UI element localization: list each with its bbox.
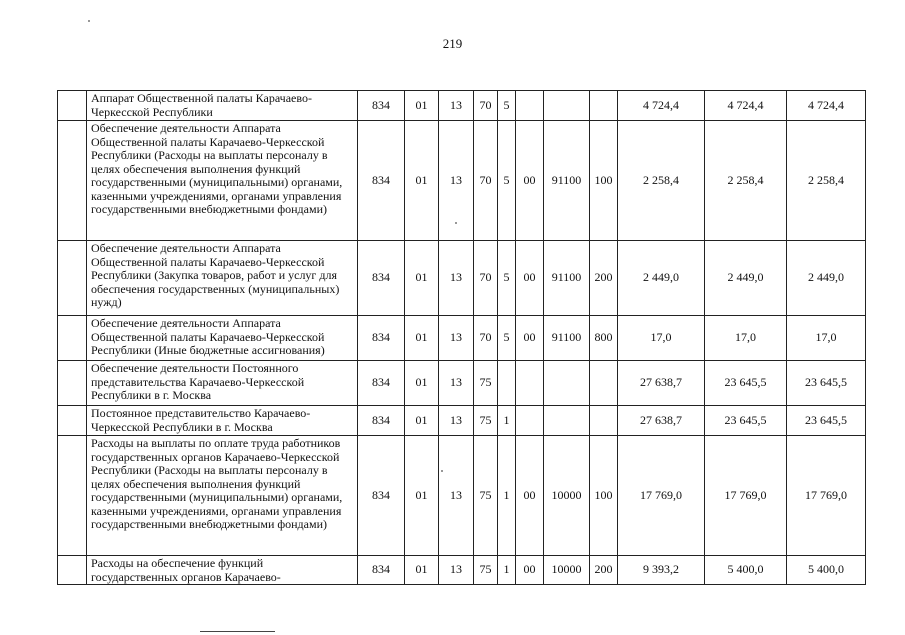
csr-program-cell: 75 [474,361,498,406]
vr-cell: 100 [590,436,618,556]
vr-cell: 800 [590,316,618,361]
csr-direction-cell [544,406,590,436]
vr-cell [590,91,618,121]
csr-program-cell: 75 [474,406,498,436]
amount-year2-cell: 4 724,4 [705,91,787,121]
amount-year3-cell: 23 645,5 [787,361,866,406]
amount-year2-cell: 2 258,4 [705,121,787,241]
amount-year2-cell: 2 449,0 [705,241,787,316]
csr-direction-cell: 91100 [544,241,590,316]
rz-cell: 01 [405,121,439,241]
row-marker-cell [58,436,87,556]
rz-cell: 01 [405,361,439,406]
row-name-cell: Аппарат Общественной палаты Карачаево-Черкесской Республики [87,91,358,121]
rz-cell: 01 [405,556,439,585]
row-name-cell: Расходы на выплаты по оплате труда работников государственных органов Карачаево-Черкесской Республики (Расходы на выплаты персоналу в целях обеспечения выполнения функций государственными (муниципальными) органами, казенными учреждениями, органами управления государственными внебюджетными фондами) [87,436,358,556]
amount-year1-cell: 2 449,0 [618,241,705,316]
csr-measure-cell: 00 [516,436,544,556]
pr-cell: 13 [439,406,474,436]
table-row [58,91,866,121]
ved-cell: 834 [358,316,405,361]
row-marker-cell [58,121,87,241]
csr-direction-cell: 91100 [544,316,590,361]
ved-cell: 834 [358,361,405,406]
pr-cell: 13 [439,91,474,121]
csr-direction-cell: 10000 [544,436,590,556]
ved-cell: 834 [358,121,405,241]
amount-year2-cell: 17,0 [705,316,787,361]
amount-year3-cell: 4 724,4 [787,91,866,121]
ved-cell: 834 [358,556,405,585]
ved-cell: 834 [358,406,405,436]
csr-measure-cell [516,406,544,436]
row-marker-cell [58,241,87,316]
ved-cell: 834 [358,436,405,556]
pr-cell: 13 [439,316,474,361]
csr-direction-cell: 91100 [544,121,590,241]
vr-cell: 200 [590,241,618,316]
csr-program-cell: 70 [474,241,498,316]
amount-year1-cell: 17 769,0 [618,436,705,556]
csr-subprogram-cell: 5 [498,121,516,241]
csr-subprogram-cell [498,361,516,406]
amount-year1-cell: 9 393,2 [618,556,705,585]
amount-year1-cell: 27 638,7 [618,406,705,436]
ved-cell: 834 [358,241,405,316]
csr-direction-cell [544,361,590,406]
rz-cell: 01 [405,436,439,556]
ved-cell: 834 [358,91,405,121]
amount-year2-cell: 23 645,5 [705,361,787,406]
amount-year1-cell: 4 724,4 [618,91,705,121]
row-marker-cell [58,361,87,406]
row-name-cell: Обеспечение деятельности Постоянного представительства Карачаево-Черкесской Республики в г. Москва [87,361,358,406]
csr-direction-cell [544,91,590,121]
vr-cell [590,406,618,436]
amount-year2-cell: 17 769,0 [705,436,787,556]
table-row [58,361,866,406]
amount-year3-cell: 2 449,0 [787,241,866,316]
row-marker-cell [58,556,87,585]
row-name-cell: Расходы на обеспечение функций государственных органов Карачаево- [87,556,358,585]
pr-cell: 13 [439,436,474,556]
csr-program-cell: 70 [474,121,498,241]
row-marker-cell [58,316,87,361]
row-name-cell: Обеспечение деятельности Аппарата Общественной палаты Карачаево-Черкесской Республики (Закупка товаров, работ и услуг для обеспечения государственных (муниципальных) нужд) [87,241,358,316]
budget-table [57,90,866,585]
csr-measure-cell: 00 [516,316,544,361]
pr-cell: 13 [439,121,474,241]
csr-direction-cell: 10000 [544,556,590,585]
table-row [58,316,866,361]
vr-cell: 100 [590,121,618,241]
row-name-cell: Обеспечение деятельности Аппарата Общественной палаты Карачаево-Черкесской Республики (Иные бюджетные ассигнования) [87,316,358,361]
scan-speck [455,222,457,224]
amount-year3-cell: 2 258,4 [787,121,866,241]
csr-subprogram-cell: 1 [498,436,516,556]
csr-program-cell: 70 [474,91,498,121]
rz-cell: 01 [405,316,439,361]
amount-year3-cell: 17 769,0 [787,436,866,556]
csr-subprogram-cell: 1 [498,406,516,436]
amount-year1-cell: 2 258,4 [618,121,705,241]
table-row [58,556,866,585]
row-marker-cell [58,406,87,436]
page-number: 219 [442,36,463,51]
amount-year3-cell: 23 645,5 [787,406,866,436]
csr-measure-cell: 00 [516,241,544,316]
pr-cell: 13 [439,241,474,316]
footer-rule [200,631,275,632]
row-name-cell: Обеспечение деятельности Аппарата Общественной палаты Карачаево-Черкесской Республики (Расходы на выплаты персоналу в целях обеспечения выполнения функций государственными (муниципальными) органами, казенными учреждениями, органами управления государственными внебюджетными фондами) [87,121,358,241]
rz-cell: 01 [405,91,439,121]
csr-measure-cell [516,91,544,121]
pr-cell: 13 [439,361,474,406]
csr-measure-cell [516,361,544,406]
table-row [58,406,866,436]
csr-program-cell: 75 [474,436,498,556]
row-name-cell: Постоянное представительство Карачаево-Черкесской Республики в г. Москва [87,406,358,436]
scan-speck [88,20,90,22]
amount-year3-cell: 5 400,0 [787,556,866,585]
table-row [58,121,866,241]
csr-subprogram-cell: 5 [498,91,516,121]
csr-measure-cell: 00 [516,121,544,241]
table-row [58,436,866,556]
table-row [58,241,866,316]
scan-speck [441,470,443,472]
csr-measure-cell: 00 [516,556,544,585]
amount-year1-cell: 17,0 [618,316,705,361]
vr-cell [590,361,618,406]
amount-year1-cell: 27 638,7 [618,361,705,406]
csr-program-cell: 70 [474,316,498,361]
amount-year2-cell: 23 645,5 [705,406,787,436]
row-marker-cell [58,91,87,121]
vr-cell: 200 [590,556,618,585]
amount-year3-cell: 17,0 [787,316,866,361]
amount-year2-cell: 5 400,0 [705,556,787,585]
csr-subprogram-cell: 5 [498,241,516,316]
csr-subprogram-cell: 1 [498,556,516,585]
csr-subprogram-cell: 5 [498,316,516,361]
pr-cell: 13 [439,556,474,585]
rz-cell: 01 [405,406,439,436]
csr-program-cell: 75 [474,556,498,585]
rz-cell: 01 [405,241,439,316]
